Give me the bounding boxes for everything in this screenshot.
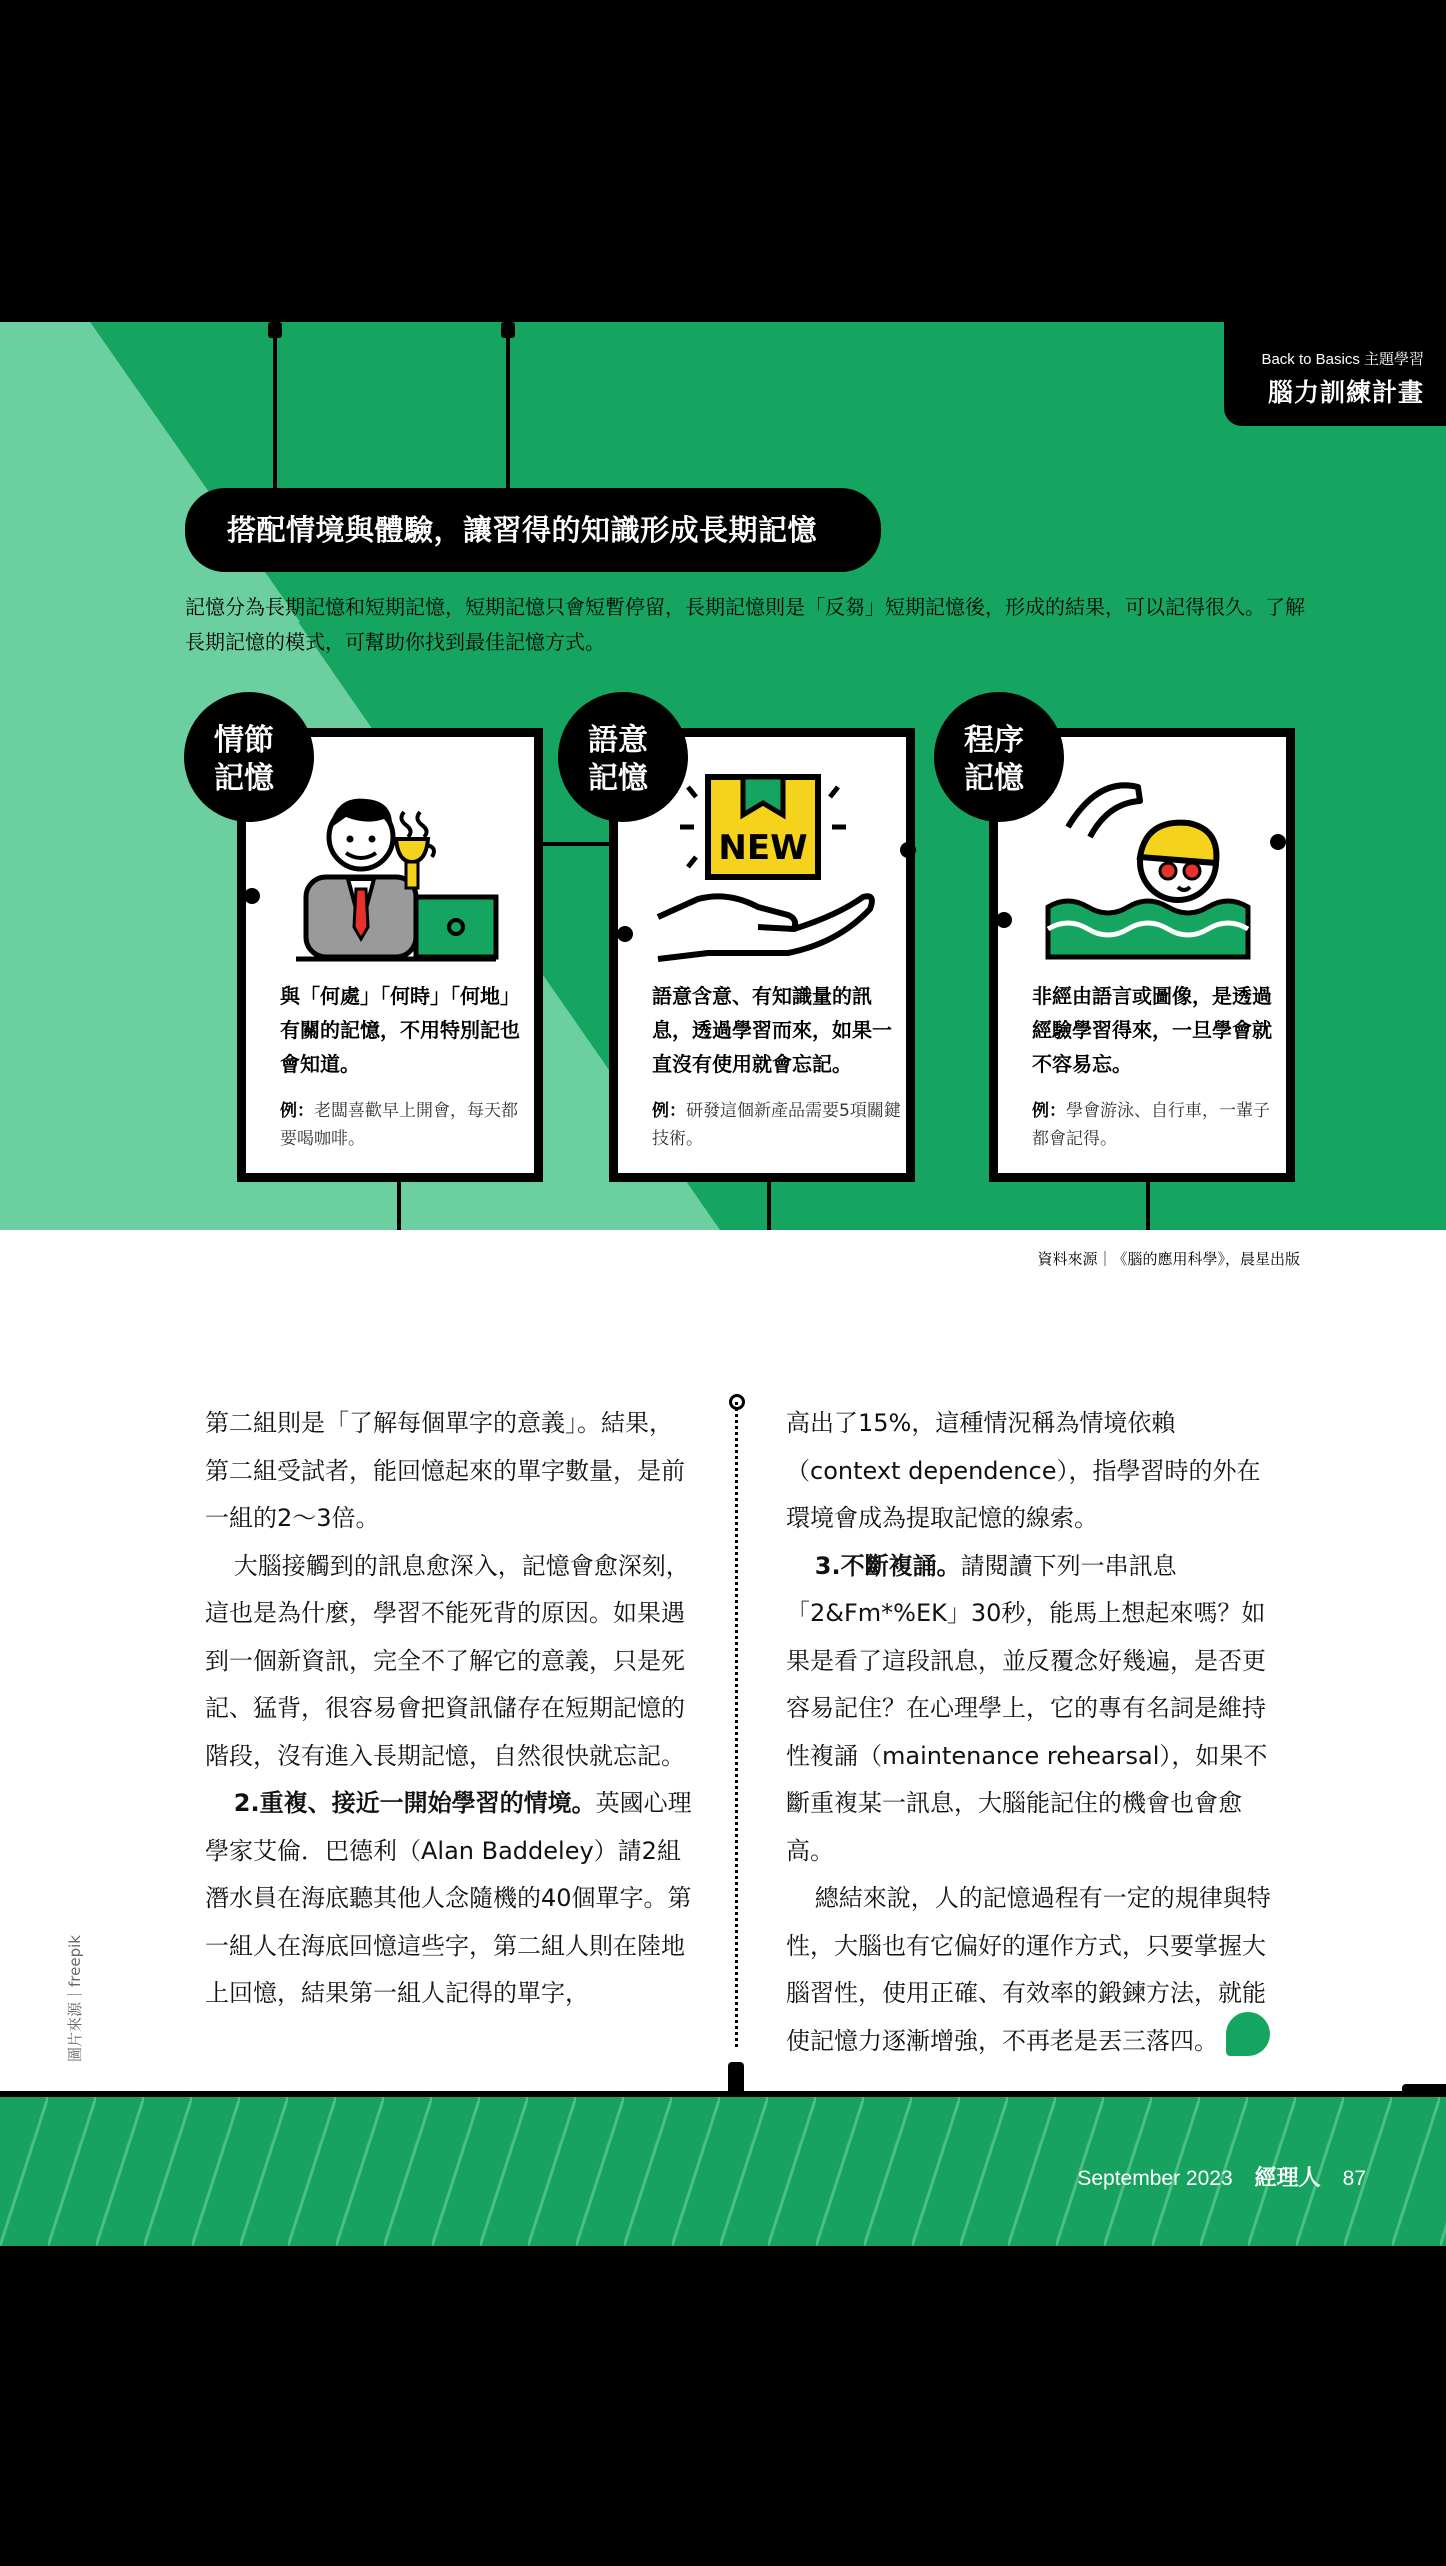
hanger-line xyxy=(506,332,510,490)
connector-dot xyxy=(617,926,633,942)
series-title: 腦力訓練計畫 xyxy=(1267,378,1424,407)
badge-line2: 記憶 xyxy=(214,761,274,796)
source-note: 資料來源｜《腦的應用科學》，晨星出版 xyxy=(1037,1250,1300,1268)
column-divider xyxy=(735,1402,738,2047)
infographic-panel xyxy=(0,322,1446,1230)
article-right-column xyxy=(786,1400,1274,2065)
example-text: 學會游泳、自行車，一輩子都會記得。 xyxy=(1032,1101,1270,1149)
hanger-line xyxy=(767,1182,771,1230)
footer-rule-cap xyxy=(1402,2084,1446,2098)
section-body: 請閱讀下列一串訊息「2&Fm*%EK」30秒，能馬上想起來嗎？如果是看了這段訊息，並反覆念好幾遍，是否更容易記住？在心理學上，它的專有名詞是維持性複誦（maintenance rehearsal），如果不斷重複某一訊息，大腦能記住的機會也會愈高。 xyxy=(786,1551,1268,1865)
card-description: 非經由語言或圖像，是透過經驗學習得來，一旦學會就不容易忘。 xyxy=(1032,984,1272,1076)
card-example xyxy=(280,1097,530,1153)
businessman-coffee-icon xyxy=(276,767,506,967)
paragraph xyxy=(205,1780,693,2018)
example-label: 例： xyxy=(1032,1101,1066,1121)
card-description: 語意含意、有知識量的訊息，透過學習而來，如果一直沒有使用就會忘記。 xyxy=(652,984,892,1076)
section-heading: 3.不斷複誦。 xyxy=(814,1551,961,1580)
example-text: 研發這個新產品需要5項關鍵技術。 xyxy=(652,1101,901,1149)
connector-bar xyxy=(535,842,615,846)
article-left-column xyxy=(205,1400,693,2018)
hanger-line xyxy=(1146,1182,1150,1230)
section-heading: 2.重複、接近一開始學習的情境。 xyxy=(233,1789,596,1817)
badge-episodic xyxy=(184,692,314,822)
paragraph: 總結來說，人的記憶過程有一定的規律與特性，大腦也有它偏好的運作方式，只要掌握大腦習性，使用正確、有效率的鍛鍊方法，就能使記憶力逐漸增強，不再老是丟三落四。 xyxy=(786,1884,1271,2055)
paragraph xyxy=(786,1543,1274,1876)
footer-band xyxy=(0,2097,1446,2246)
badge-line2: 記憶 xyxy=(588,761,648,796)
example-text: 老闆喜歡早上開會，每天都要喝咖啡。 xyxy=(280,1101,518,1149)
example-label: 例： xyxy=(652,1101,686,1121)
issue-date: September 2023 xyxy=(1077,2167,1233,2190)
box-label: NEW xyxy=(718,828,808,868)
badge-line1: 情節 xyxy=(214,723,274,758)
connector-dot xyxy=(1270,834,1286,850)
connector-dot xyxy=(900,842,916,858)
connector-dot xyxy=(244,888,260,904)
badge-line1: 程序 xyxy=(964,723,1024,758)
new-box-hand-icon xyxy=(648,767,878,967)
card-description: 與「何處」「何時」「何地」有關的記憶，不用特別記也會知道。 xyxy=(280,984,520,1076)
divider-cap xyxy=(728,2062,744,2092)
paragraph: 大腦接觸到的訊息愈深入，記憶會愈深刻，這也是為什麼，學習不能死背的原因。如果遇到一個新資訊，完全不了解它的意義，只是死記、猛背，很容易會把資訊儲存在短期記憶的階段，沒有進入長期記憶，自然很快就忘記。 xyxy=(205,1551,690,1770)
paragraph: 高出了15%，這種情況稱為情境依賴（context dependence），指學習時的外在環境會成為提取記憶的線索。 xyxy=(786,1409,1261,1532)
badge-line1: 語意 xyxy=(588,723,648,758)
badge-procedural xyxy=(934,692,1064,822)
card-example xyxy=(1032,1097,1282,1153)
paragraph: 第二組則是「了解每個單字的意義」。結果，第二組受試者，能回憶起來的單字數量，是前一組的2～3倍。 xyxy=(205,1409,685,1532)
card-example xyxy=(652,1097,902,1153)
series-label: Back to Basics 主題學習 xyxy=(1261,351,1424,368)
hanger-line xyxy=(397,1182,401,1230)
magazine-page xyxy=(0,322,1446,2246)
badge-semantic xyxy=(558,692,688,822)
end-mark-icon xyxy=(1226,2012,1270,2056)
connector-dot xyxy=(996,912,1012,928)
infographic-title: 搭配情境與體驗，讓習得的知識形成長期記憶 xyxy=(185,488,881,572)
footer-info xyxy=(1077,2161,1366,2192)
photo-credit: 圖片來源｜freepik xyxy=(66,1935,84,2062)
hanger-line xyxy=(273,332,277,490)
magazine-name: 經理人 xyxy=(1254,2166,1321,2191)
infographic-intro: 記憶分為長期記憶和短期記憶，短期記憶只會短暫停留，長期記憶則是「反芻」短期記憶後，形成的結果，可以記得很久。了解長期記憶的模式，可幫助你找到最佳記憶方式。 xyxy=(185,595,1305,654)
page-number: 87 xyxy=(1342,2167,1366,2190)
series-tag xyxy=(1224,322,1446,426)
example-label: 例： xyxy=(280,1101,314,1121)
section-body: 英國心理學家艾倫．巴德利（Alan Baddeley）請2組潛水員在海底聽其他人念隨機的40個單字。第一組人在海底回憶這些字，第二組人則在陸地上回憶，結果第一組人記得的單字， xyxy=(205,1789,692,2007)
badge-line2: 記憶 xyxy=(964,761,1024,796)
swimmer-icon xyxy=(1028,767,1258,967)
